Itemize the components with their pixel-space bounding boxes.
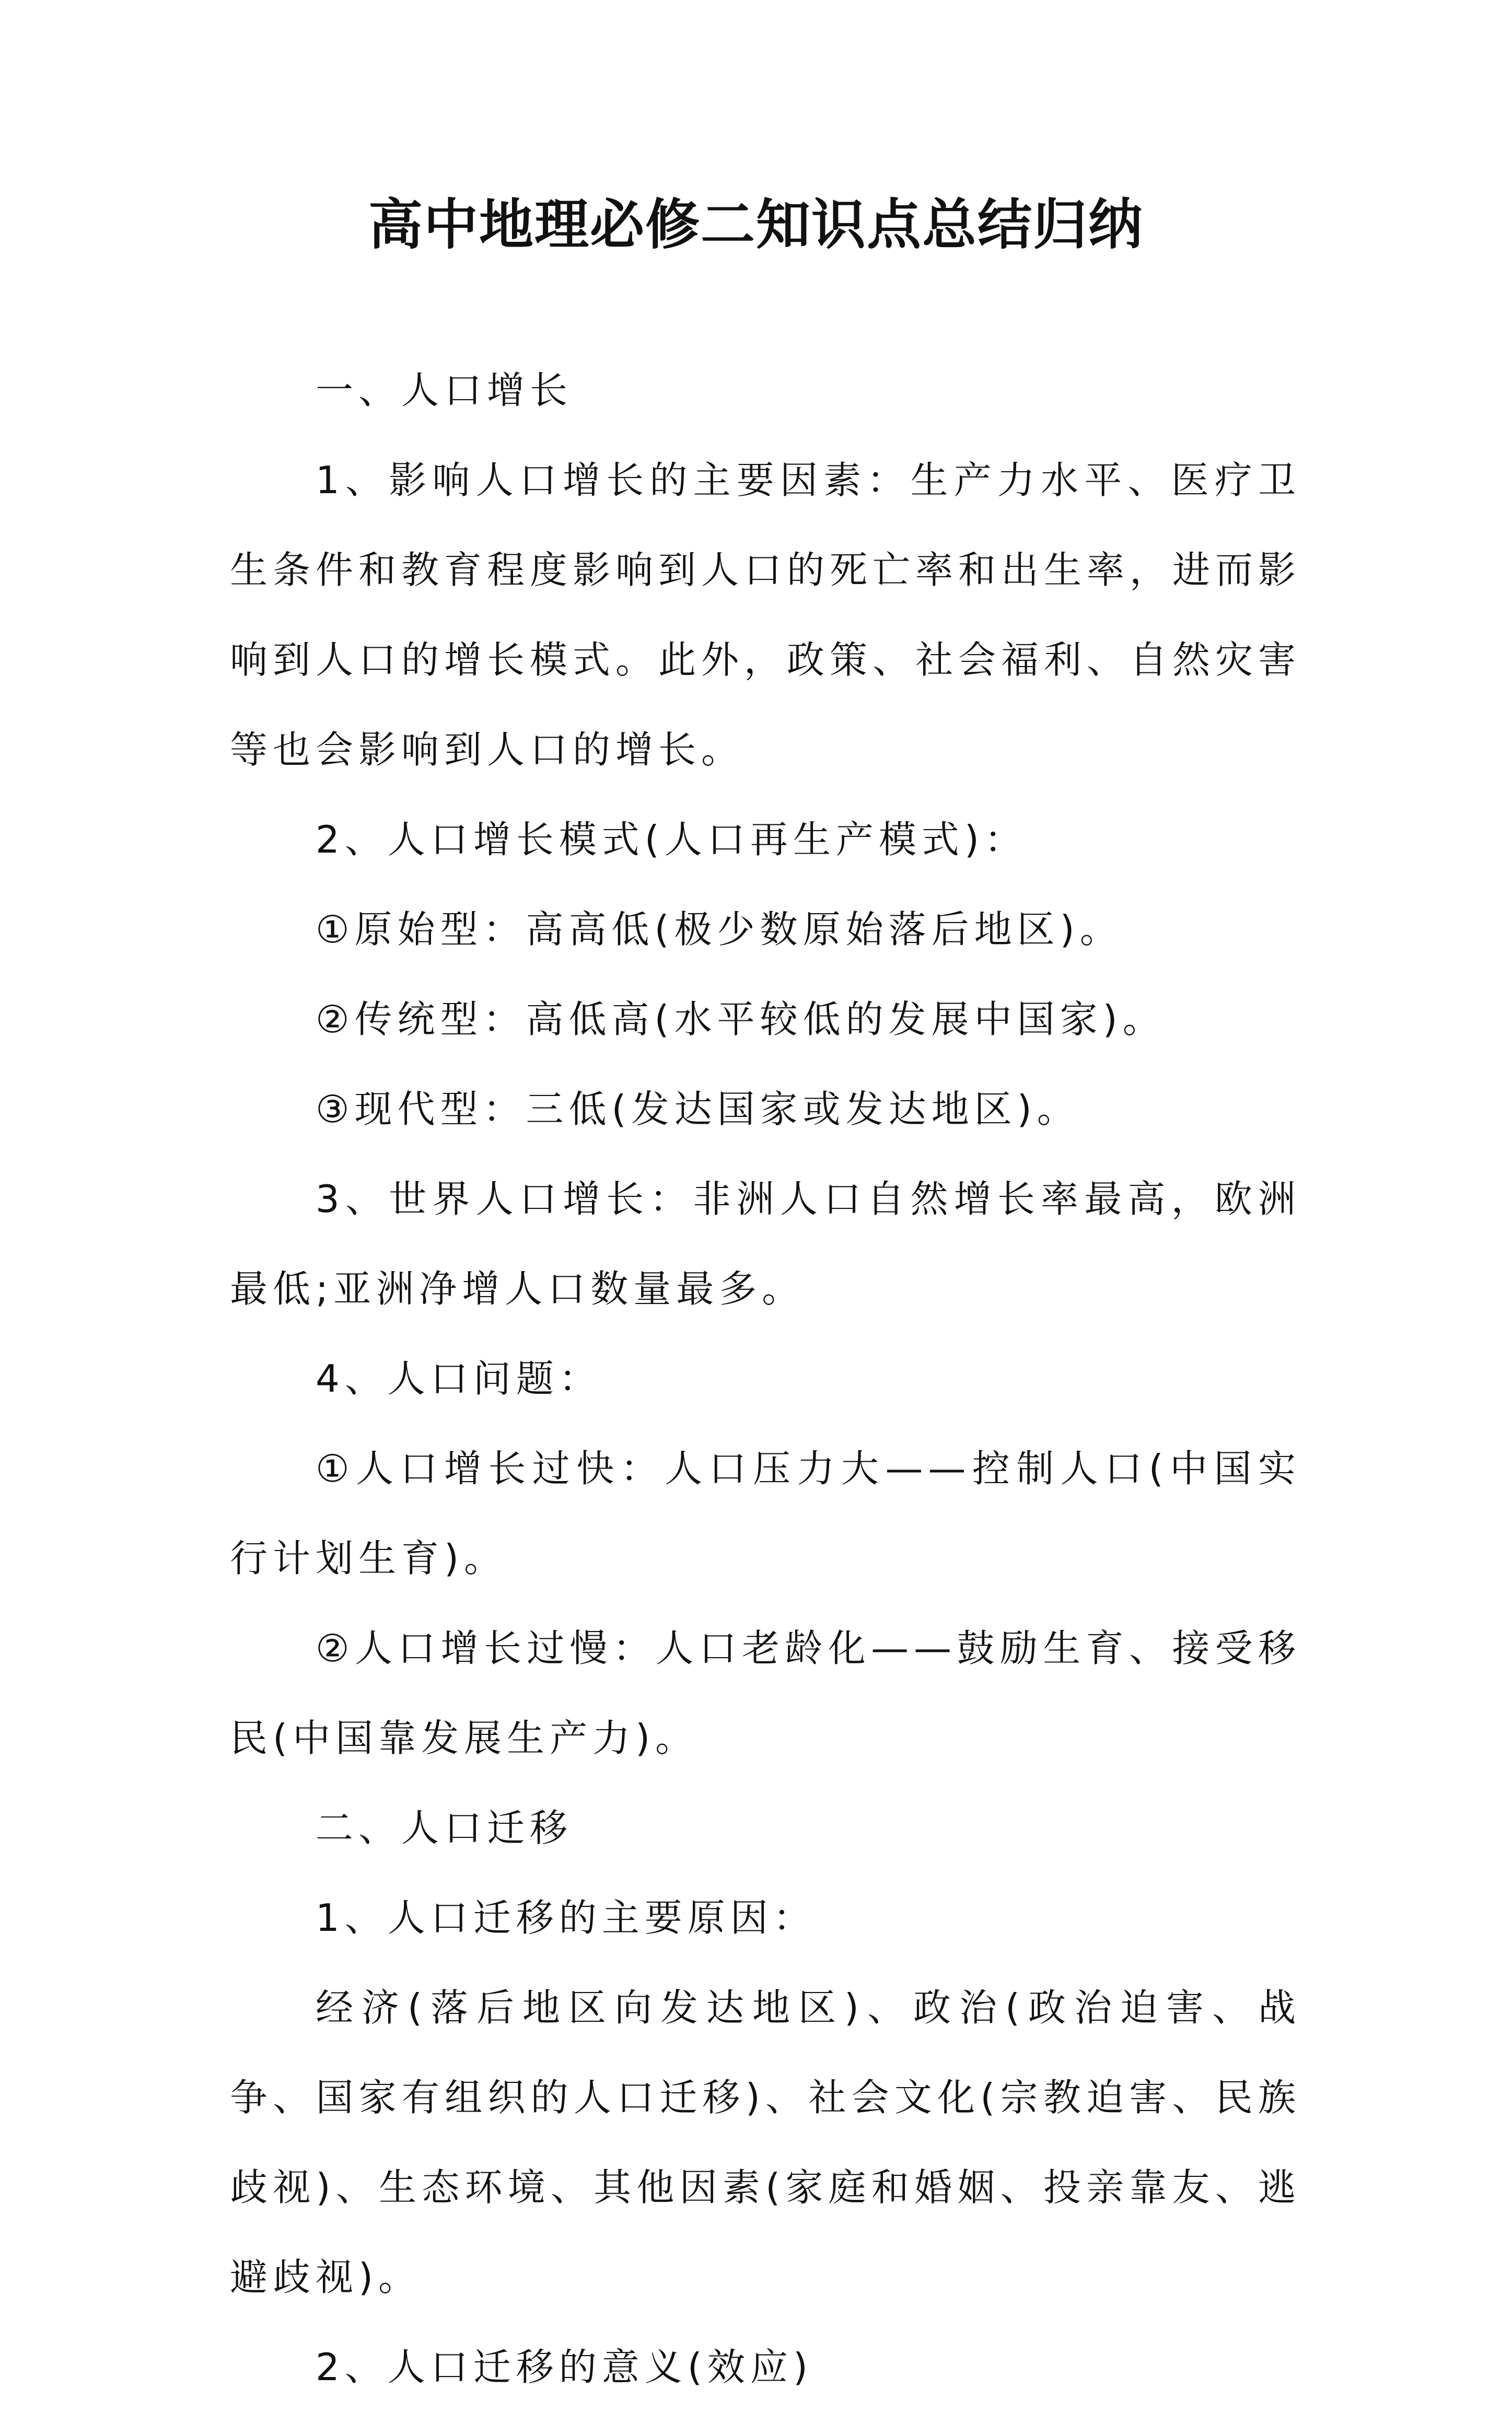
list-item-primitive-type: ①原始型：高高低(极少数原始落后地区)。	[316, 907, 1123, 951]
paragraph-world-population-growth: 3、世界人口增长：非洲人口自然增长率最高，欧洲最低;亚洲净增人口数量最多。	[230, 1177, 1301, 1311]
list-item-growth-too-fast: ①人口增长过快：人口压力大——控制人口(中国实行计划生育)。	[230, 1447, 1301, 1580]
paragraph-migration-causes: 1、人口迁移的主要原因：	[316, 1896, 816, 1940]
document-body	[230, 345, 1301, 2412]
section-heading-population-growth: 一、人口增长	[316, 368, 573, 412]
list-item-traditional-type: ②传统型：高低高(水平较低的发展中国家)。	[316, 997, 1166, 1041]
document-title: 高中地理必修二知识点总结归纳	[368, 192, 1144, 257]
list-item-growth-too-slow: ②人口增长过慢：人口老龄化——鼓励生育、接受移民(中国靠发展生产力)。	[230, 1626, 1301, 1760]
section-heading-migration: 二、人口迁移	[316, 1806, 573, 1850]
paragraph-migration-causes-detail: 经济(落后地区向发达地区)、政治(政治迫害、战争、国家有组织的人口迁移)、社会文化(宗教迫害、民族歧视)、生态环境、其他因素(家庭和婚姻、投亲靠友、逃避歧视)。	[230, 1986, 1301, 2299]
paragraph-migration-significance: 2、人口迁移的意义(效应)	[316, 2345, 813, 2389]
paragraph-population-problems: 4、人口问题：	[316, 1357, 602, 1401]
paragraph-growth-models: 2、人口增长模式(人口再生产模式)：	[316, 818, 1027, 861]
list-item-modern-type: ③现代型：三低(发达国家或发达地区)。	[316, 1087, 1080, 1131]
paragraph-growth-factors: 1、影响人口增长的主要因素：生产力水平、医疗卫生条件和教育程度影响到人口的死亡率和出生率，进而影响到人口的增长模式。此外，政策、社会福利、自然灾害等也会影响到人口的增长。	[230, 458, 1301, 772]
